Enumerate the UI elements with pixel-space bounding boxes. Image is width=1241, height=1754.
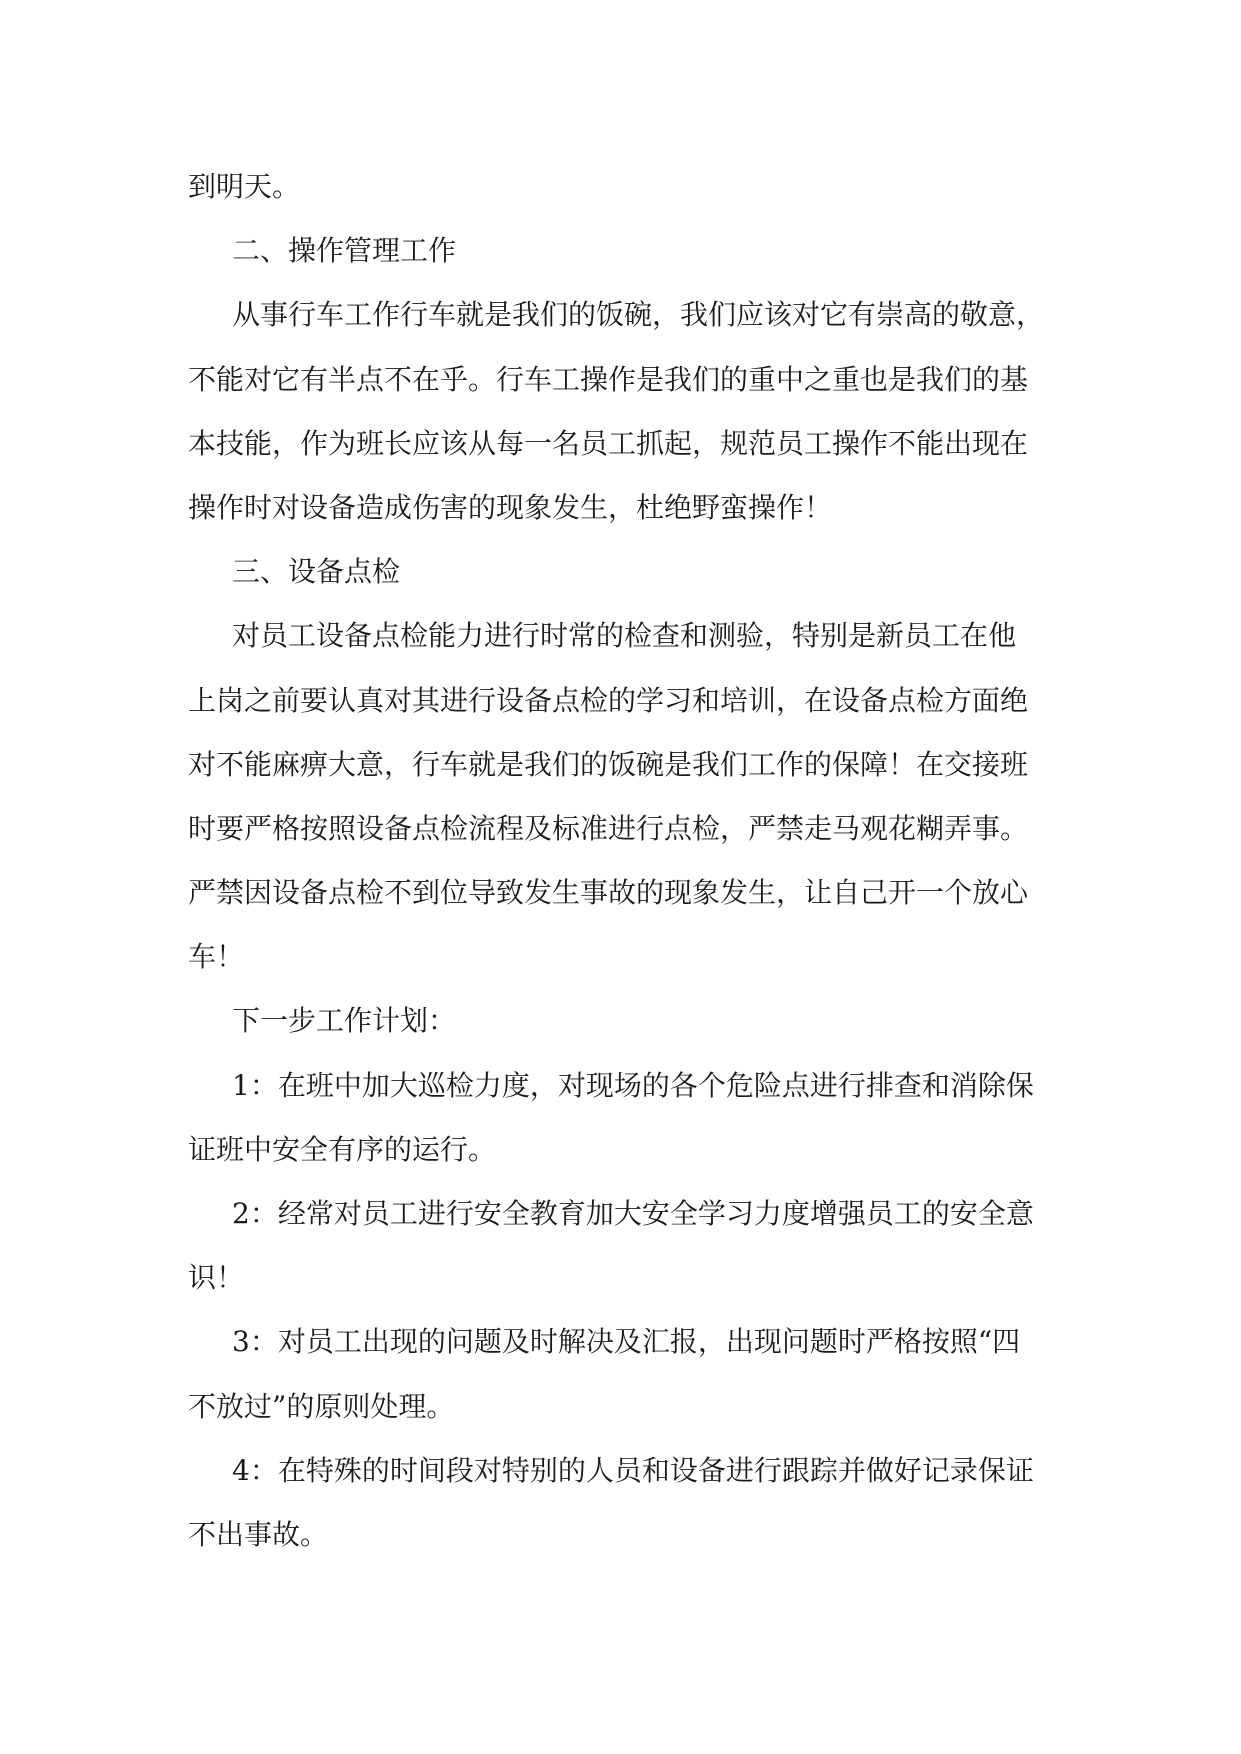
text-line: 对不能麻痹大意，行车就是我们的饭碗是我们工作的保障！在交接班	[188, 747, 1029, 781]
text-line: 到明天。	[188, 170, 301, 203]
text-line: 上岗之前要认真对其进行设备点检的学习和培训，在设备点检方面绝	[188, 683, 1029, 717]
section-heading-equipment-inspection: 三、设备点检	[232, 555, 401, 589]
text-line: 不能对它有半点不在乎。行车工操作是我们的重中之重也是我们的基	[188, 362, 1029, 396]
text-line: 证班中安全有序的运行。	[188, 1132, 497, 1166]
text-line: 操作时对设备造成伤害的现象发生，杜绝野蛮操作！	[188, 490, 833, 524]
text-line: 对员工设备点检能力进行时常的检查和测验，特别是新员工在他	[232, 619, 1017, 653]
section-heading-operation-management: 二、操作管理工作	[232, 234, 457, 268]
text-line: 识！	[188, 1261, 245, 1295]
text-line: 严禁因设备点检不到位导致发生事故的现象发生，让自己开一个放心	[188, 876, 1029, 910]
plan-item-3: 3：对员工出现的问题及时解决及汇报，出现问题时严格按照“四	[232, 1325, 1021, 1359]
text-line: 时要严格按照设备点检流程及标准进行点检，严禁走马观花糊弄事。	[188, 811, 1029, 845]
text-line: 不出事故。	[188, 1517, 329, 1551]
plan-item-2: 2：经常对员工进行安全教育加大安全学习力度增强员工的安全意	[232, 1197, 1034, 1230]
text-line: 本技能，作为班长应该从每一名员工抓起，规范员工操作不能出现在	[188, 426, 1029, 460]
text-line: 不放过”的原则处理。	[188, 1389, 455, 1423]
text-line: 从事行车工作行车就是我们的饭碗，我们应该对它有崇高的敬意，	[232, 298, 1045, 332]
plan-item-1: 1：在班中加大巡检力度，对现场的各个危险点进行排查和消除保	[232, 1068, 1034, 1102]
document-body	[188, 155, 1058, 1567]
text-line: 车！	[188, 940, 245, 974]
plan-item-4: 4：在特殊的时间段对特别的人员和设备进行跟踪并做好记录保证	[232, 1453, 1034, 1487]
section-heading-next-plan: 下一步工作计划：	[232, 1004, 457, 1038]
